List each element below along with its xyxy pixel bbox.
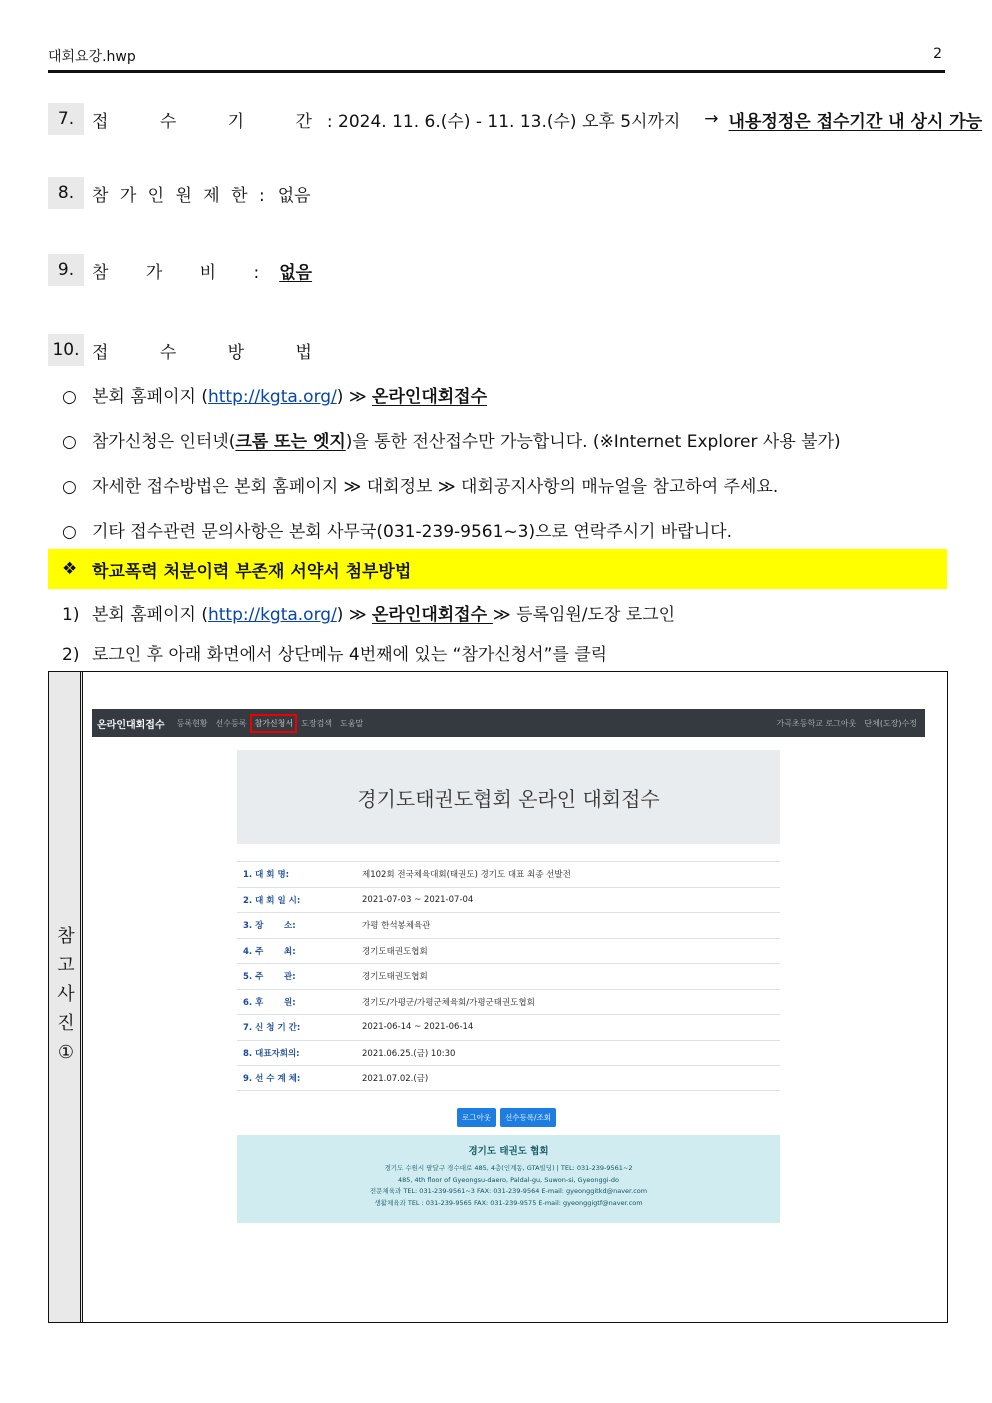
info-key: 8. 대표자회의: <box>243 1048 300 1059</box>
section-number: 10. <box>48 334 84 366</box>
bullet-contact <box>62 517 732 542</box>
bullet-text: )을 통한 전산접수만 가능합니다. (※Internet Explorer 사용 불가) <box>345 432 841 452</box>
bullet-browser <box>62 427 841 452</box>
circle-bullet-icon: ○ <box>62 522 77 542</box>
nav-item-application[interactable]: 참가신청서 <box>254 718 294 728</box>
nav-brand[interactable]: 온라인대회접수 <box>97 719 165 731</box>
arrow-icon: → <box>704 109 719 129</box>
footer-title: 경기도 태권도 협회 <box>468 1146 549 1157</box>
info-key: 6. 후 원: <box>243 997 296 1008</box>
circle-bullet-icon: ○ <box>62 387 77 407</box>
section-label: 참 가 비 : <box>92 262 276 283</box>
info-value: 2021-07-03 ~ 2021-07-04 <box>362 894 474 905</box>
info-key: 2. 대 회 일 시: <box>243 895 301 906</box>
embedded-screenshot <box>92 709 925 1229</box>
info-key: 7. 신 청 기 간: <box>243 1023 301 1034</box>
step-number: 2) <box>62 645 80 665</box>
info-value: 가평 한석봉체육관 <box>362 921 431 932</box>
footer-line: 전문체육과 TEL: 031-239-9561~3 FAX: 031-239-9564 E-mail: gyeonggitkd@naver.com <box>369 1187 648 1195</box>
bullet-text: 본회 홈페이지 ( <box>92 387 208 407</box>
header-divider <box>48 70 945 73</box>
table-row <box>237 1065 780 1091</box>
table-row <box>237 1040 780 1066</box>
bullet-manual <box>62 472 778 497</box>
section-8-row <box>48 177 311 209</box>
reference-label-column <box>49 672 83 1322</box>
nav-item-edit-group[interactable]: 단체(도장)수정 <box>864 718 917 728</box>
label-char: 고 <box>57 955 75 976</box>
player-register-button[interactable]: 선수등록/조회 <box>500 1108 556 1127</box>
site-navbar <box>92 709 925 737</box>
reference-label <box>49 922 83 1067</box>
table-row <box>237 887 780 913</box>
label-char: 사 <box>57 984 75 1005</box>
page-number: 2 <box>933 46 942 62</box>
bullet-text: 기타 접수관련 문의사항은 본회 사무국(031-239-9561~3)으로 연락주시기 바랍니다. <box>92 522 732 542</box>
info-key: 9. 선 수 계 체: <box>243 1073 301 1084</box>
nav-item-player-register[interactable]: 선수등록 <box>215 718 247 728</box>
highlight-banner <box>48 549 947 589</box>
circle-bullet-icon: ○ <box>62 477 77 497</box>
info-value: 제102회 전국체육대회(태권도) 경기도 대표 최종 선발전 <box>362 870 571 881</box>
step-1 <box>62 600 675 625</box>
table-row <box>237 912 780 938</box>
table-row <box>237 989 780 1015</box>
section-10-row <box>48 334 335 366</box>
step-2 <box>62 640 607 665</box>
homepage-link[interactable]: http://kgta.org/ <box>207 387 337 407</box>
label-char: ① <box>57 1042 75 1063</box>
info-value: 2021-06-14 ~ 2021-06-14 <box>362 1022 474 1033</box>
diamond-bullet-icon: ❖ <box>62 559 78 579</box>
highlight-text: 학교폭력 처분이력 부존재 서약서 첨부방법 <box>92 561 412 582</box>
section-label: 참 가 인 원 제 한 : <box>92 185 268 206</box>
bullet-text: 자세한 접수방법은 본회 홈페이지 ≫ 대회정보 ≫ 대회공지사항의 매뉴얼을 참고하여 주세요. <box>92 477 779 497</box>
info-key: 1. 대 회 명: <box>243 870 290 881</box>
logout-button[interactable]: 로그아웃 <box>457 1108 496 1127</box>
table-row <box>237 1014 780 1040</box>
section-label: 접 수 기 간 <box>92 111 335 132</box>
info-value: 경기도태권도협회 <box>362 946 428 957</box>
step-text: 로그인 후 아래 화면에서 상단메뉴 4번째에 있는 “참가신청서”를 클릭 <box>92 645 608 665</box>
label-char: 진 <box>57 1013 75 1034</box>
section-number: 9. <box>48 254 84 286</box>
info-value: 2021.06.25.(금) 10:30 <box>362 1048 456 1059</box>
footer-line: 생활체육과 TEL : 031-239-9565 FAX: 031-239-9575 E-mail: gyeonggigtf@naver.com <box>374 1198 643 1207</box>
competition-info-table <box>237 861 780 1091</box>
info-value: 2021.07.02.(금) <box>362 1073 429 1084</box>
section-number: 7. <box>48 103 84 135</box>
info-value: 경기도태권도협회 <box>362 972 428 983</box>
table-row <box>237 938 780 964</box>
section-number: 8. <box>48 177 84 209</box>
browser-note: 크롬 또는 엣지 <box>235 432 346 452</box>
step-text: 본회 홈페이지 ( <box>92 605 208 625</box>
info-key: 3. 장 소: <box>243 921 296 932</box>
section-note: 내용정정은 접수기간 내 상시 가능 <box>728 111 983 132</box>
nav-right-group <box>777 718 925 729</box>
section-value: 없음 <box>277 185 311 206</box>
footer-line: 경기도 수원시 팔달구 경수대로 485, 4층(인계동, GTA빌딩) | TEL: 031-239-9561~2 <box>384 1164 633 1172</box>
section-7-row <box>48 103 982 135</box>
info-key: 4. 주 최: <box>243 946 296 957</box>
online-entry-link: 온라인대회접수 <box>372 605 493 625</box>
bullet-text: ) ≫ <box>336 387 373 407</box>
footer-line: 485, 4th floor of Gyeongsu-daero, Paldal-gu, Suwon-si, Gyeonggi-do <box>397 1175 620 1184</box>
nav-item-status[interactable]: 등록현황 <box>176 718 208 728</box>
nav-item-help[interactable]: 도움말 <box>340 718 364 728</box>
section-label: 접 수 방 법 <box>92 342 335 363</box>
bullet-text: 참가신청은 인터넷( <box>92 432 236 452</box>
table-row <box>237 963 780 989</box>
info-key: 5. 주 관: <box>243 972 296 983</box>
circle-bullet-icon: ○ <box>62 432 77 452</box>
site-footer <box>237 1135 780 1223</box>
nav-item-logout[interactable]: 가곡초등학교 로그아웃 <box>776 718 857 728</box>
section-9-row <box>48 254 312 286</box>
action-buttons <box>457 1108 556 1127</box>
bullet-homepage <box>62 382 487 407</box>
nav-item-dojang-search[interactable]: 도장검색 <box>301 718 333 728</box>
label-char: 참 <box>57 926 75 947</box>
step-text: ) ≫ <box>336 605 373 625</box>
section-value: : 2024. 11. 6.(수) - 11. 13.(수) 오후 5시까지 <box>326 111 681 132</box>
section-value: 없음 <box>279 262 313 283</box>
jumbotron-title: 경기도태권도협회 온라인 대회접수 <box>237 750 780 844</box>
online-entry-link: 온라인대회접수 <box>372 387 488 407</box>
step-number: 1) <box>62 605 80 625</box>
step-text: ≫ 등록임원/도장 로그인 <box>492 605 676 625</box>
table-row <box>237 861 780 887</box>
homepage-link[interactable]: http://kgta.org/ <box>207 605 337 625</box>
document-filename: 대회요강.hwp <box>48 49 136 65</box>
info-value: 경기도/가평군/가평군체육회/가평군태권도협회 <box>362 997 535 1008</box>
